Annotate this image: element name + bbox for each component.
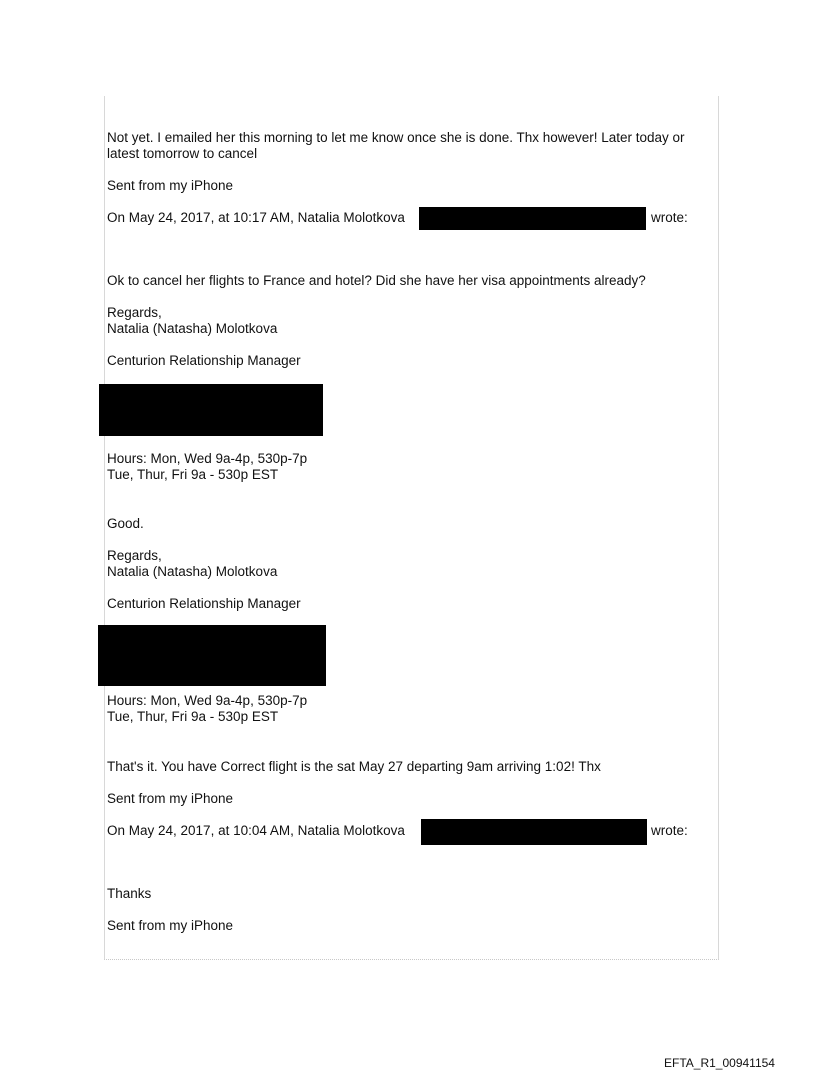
sig1-hours-line2: Tue, Thur, Fri 9a - 530p EST xyxy=(107,467,279,482)
document-id: EFTA_R1_00941154 xyxy=(664,1056,775,1070)
redaction-contact-2 xyxy=(98,625,326,686)
sig2-regards: Regards, xyxy=(107,548,162,563)
sig1-title: Centurion Relationship Manager xyxy=(107,353,301,368)
sig2-hours-line2: Tue, Thur, Fri 9a - 530p EST xyxy=(107,709,279,724)
redaction-email-2 xyxy=(421,819,647,845)
question-message: Ok to cancel her flights to France and hotel? Did she have her visa appointments already? xyxy=(107,273,646,288)
redaction-email-1 xyxy=(419,207,646,230)
sig2-hours-line1: Hours: Mon, Wed 9a-4p, 530p-7p xyxy=(107,693,308,708)
quote-header-1-suffix: wrote: xyxy=(651,210,688,225)
redaction-contact-1 xyxy=(99,384,323,436)
reply1-line1: Not yet. I emailed her this morning to let me know once she is done. Thx however! Later today or xyxy=(107,130,685,145)
sent-from-iphone-2: Sent from my iPhone xyxy=(107,791,234,806)
quote-header-2-suffix: wrote: xyxy=(651,823,688,838)
sent-from-iphone-3: Sent from my iPhone xyxy=(107,918,234,933)
good-message: Good. xyxy=(107,516,144,531)
flight-confirm-message: That's it. You have Correct flight is the sat May 27 departing 9am arriving 1:02! Thx xyxy=(107,759,601,774)
sig2-name: Natalia (Natasha) Molotkova xyxy=(107,564,278,579)
sent-from-iphone-1: Sent from my iPhone xyxy=(107,178,234,193)
sig1-regards: Regards, xyxy=(107,305,162,320)
reply1-line2: latest tomorrow to cancel xyxy=(107,146,258,161)
thanks-message: Thanks xyxy=(107,886,152,901)
quote-header-1-prefix: On May 24, 2017, at 10:17 AM, Natalia Molotkova xyxy=(107,210,405,225)
quote-header-2-prefix: On May 24, 2017, at 10:04 AM, Natalia Molotkova xyxy=(107,823,405,838)
sig2-title: Centurion Relationship Manager xyxy=(107,596,301,611)
sig1-name: Natalia (Natasha) Molotkova xyxy=(107,321,278,336)
sig1-hours-line1: Hours: Mon, Wed 9a-4p, 530p-7p xyxy=(107,451,308,466)
